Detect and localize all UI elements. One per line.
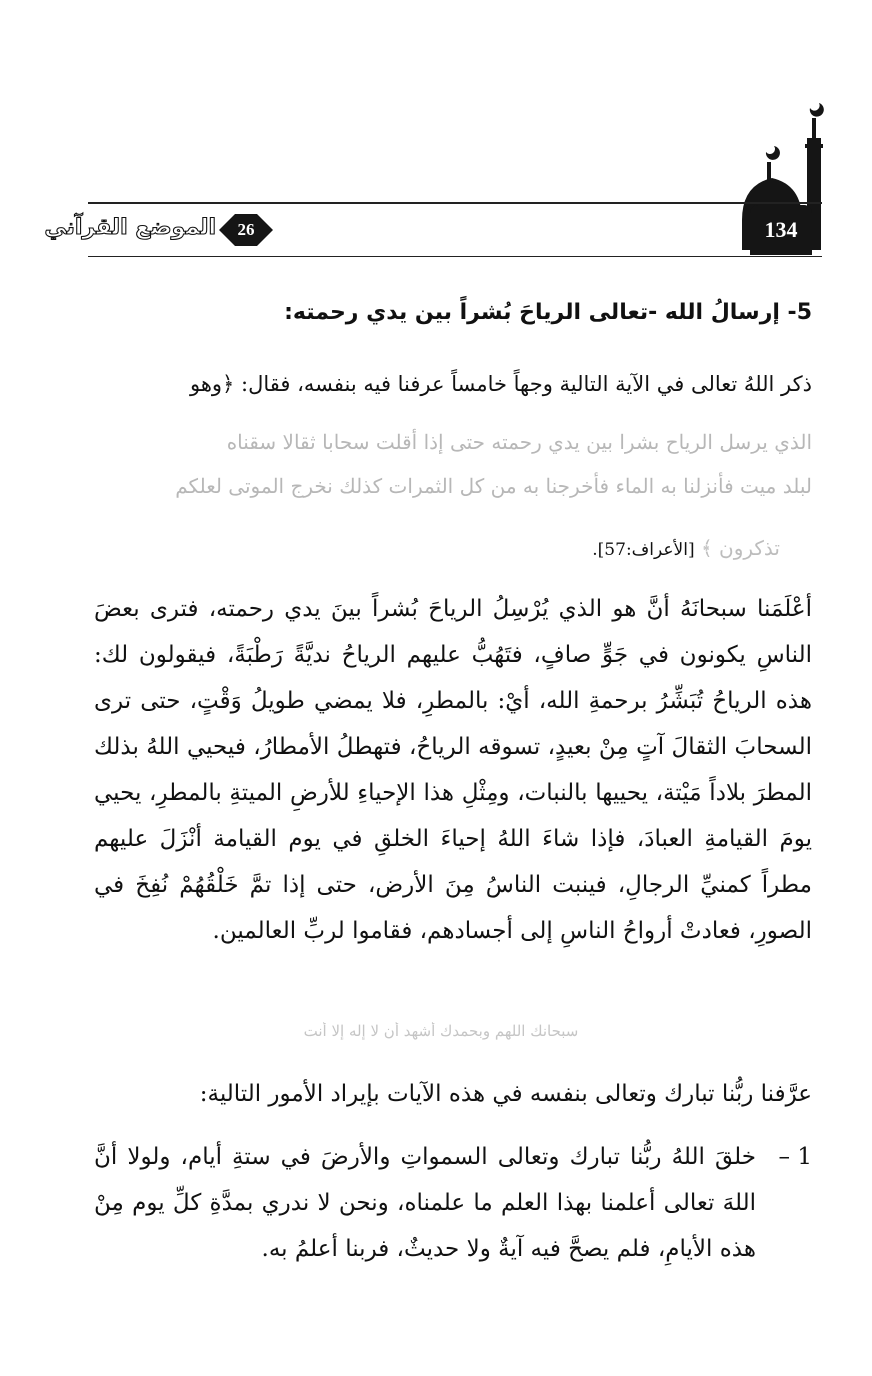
header-rule (88, 202, 822, 204)
verse-line: تذكرون ﴾ (700, 536, 780, 560)
series-title-calligraphy: الموضع القرآني (44, 215, 216, 240)
header-rule-bottom (88, 256, 822, 257)
faded-separator: سبحانك اللهم وبحمدك أشهد أن لا إله إلا أنت (303, 1022, 579, 1040)
list-item (94, 1134, 812, 1272)
verse-line: لبلد ميت فأنزلنا به الماء فأخرجنا به من كل الثمرات كذلك نخرج الموتى لعلكم (175, 474, 812, 498)
verse-reference: [الأعراف:57]. (592, 540, 695, 560)
list-marker: 1 – (778, 1144, 812, 1170)
intro-line: ذكر اللهُ تعالى في الآية التالية وجهاً خامساً عرفنا فيه بنفسه، فقال: ﴿وهو (189, 372, 812, 396)
list-item-text: خلقَ اللهُ ربُّنا تبارك وتعالى السمواتِ والأرضَ في ستةِ أيام، ولولا أنَّ اللهَ تعالى أعلمنا بهذا العلم ما علمناه، ونحن لا ندري بمدَّةِ كلِّ يوم مِنْ هذه الأيامِ، فلم يصحَّ فيه آيةٌ ولا حديثٌ، فربنا أعلمُ به. (94, 1144, 756, 1262)
body-paragraph: أعْلَمَنا سبحانَهُ أنَّ هو الذي يُرْسِلُ الرياحَ بُشراً بينَ يدي رحمته، فترى بعضَ الناسِ يكونون في جَوٍّ صافٍ، فتَهُبُّ عليهم الرياحُ نديَّةً رَطْبَةً، فيقولون لك: هذه الرياحُ تُبَشِّرُ برحمةِ الله، أيْ: بالمطرِ، فلا يمضي طويلُ وَقْتٍ، حتى ترى السحابَ الثقالَ آتٍ مِنْ بعيدٍ، تسوقه الرياحُ، فتهطلُ الأمطارُ، فيحيي اللهُ بذلك المطرَ بلاداً مَيْتة، يحييها بالنبات، ومِثْلِ هذا الإحياءِ للأرضِ الميتةِ بالمطرِ، يحيي يومَ القيامةِ العبادَ، فإذا شاءَ اللهُ إحياءَ الخلقِ في يوم القيامة أنْزَلَ عليهم مطراً كمنيِّ الرجالِ، فينبت الناسُ مِنَ الأرض، حتى إذا تمَّ خَلْقُهُمْ نُفِخَ في الصورِ، فعادتْ أرواحُ الناسِ إلى أجسادهم، فقاموا لربِّ العالمين. (94, 596, 812, 944)
verse-line: الذي يرسل الرياح بشرا بين يدي رحمته حتى إذا أقلت سحابا ثقالا سقناه (226, 430, 812, 454)
summary-intro: عرَّفنا ربُّنا تبارك وتعالى بنفسه في هذه الآيات بإيراد الأمور التالية: (199, 1081, 812, 1107)
verse-ending (90, 528, 780, 568)
page-number: 134 (750, 205, 812, 255)
chapter-number: 26 (237, 220, 255, 239)
section-heading: 5- إرسالُ الله -تعالى الرياحَ بُشراً بين يدي رحمته: (284, 300, 812, 325)
